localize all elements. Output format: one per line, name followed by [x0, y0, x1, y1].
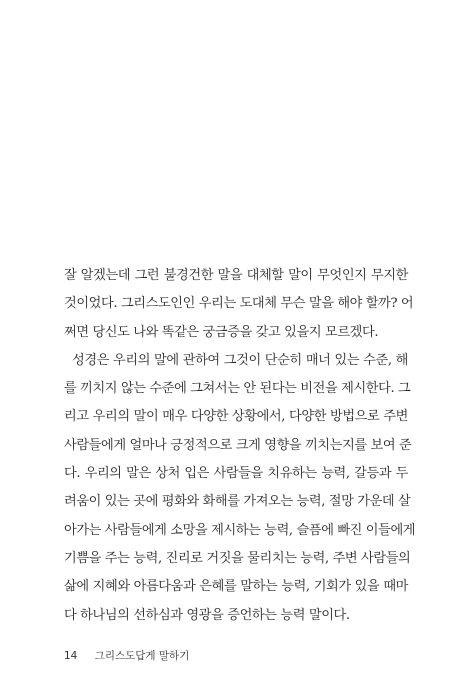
body-line: 잘 알겠는데 그런 불경건한 말을 대체할 말이 무엇인지 무지한	[64, 268, 408, 283]
body-line: 아가는 사람들에게 소망을 제시하는 능력, 슬픔에 빠진 이들에게	[64, 522, 416, 538]
body-line: 려움이 있는 곳에 평화와 화해를 가져오는 능력, 절망 가운데 살	[64, 494, 411, 510]
body-line: 성경은 우리의 말에 관하여 그것이 단순히 매너 있는 수준, 해	[64, 352, 408, 368]
body-line: 쩌면 당신도 나와 똑같은 궁금증을 갖고 있을지 모르겠다.	[64, 324, 379, 340]
body-line: 리고 우리의 말이 매우 다양한 상황에서, 다양한 방법으로 주변	[64, 409, 408, 425]
body-line: 다. 우리의 말은 상처 입은 사람들을 치유하는 능력, 갈등과 두	[64, 466, 408, 482]
body-line: 다 하나님의 선하심과 영광을 증언하는 능력 말이다.	[64, 607, 350, 623]
body-line: 것이었다. 그리스도인인 우리는 도대체 무슨 말을 해야 할까? 어	[64, 296, 414, 312]
body-line: 기쁨을 주는 능력, 진리로 거짓을 물리치는 능력, 주변 사람들의	[64, 550, 411, 566]
page-footer	[64, 648, 189, 663]
body-text	[64, 262, 416, 630]
body-line: 를 끼치지 않는 수준에 그쳐서는 안 된다는 비전을 제시한다. 그	[64, 381, 411, 397]
running-title: 그리스도답게 말하기	[94, 650, 190, 662]
page-number: 14	[64, 650, 78, 662]
body-line: 사람들에게 얼마나 긍정적으로 크게 영향을 끼치는지를 보여 준	[64, 437, 412, 453]
body-line: 삶에 지혜와 아름다움과 은혜를 말하는 능력, 기회가 있을 때마	[64, 579, 408, 595]
